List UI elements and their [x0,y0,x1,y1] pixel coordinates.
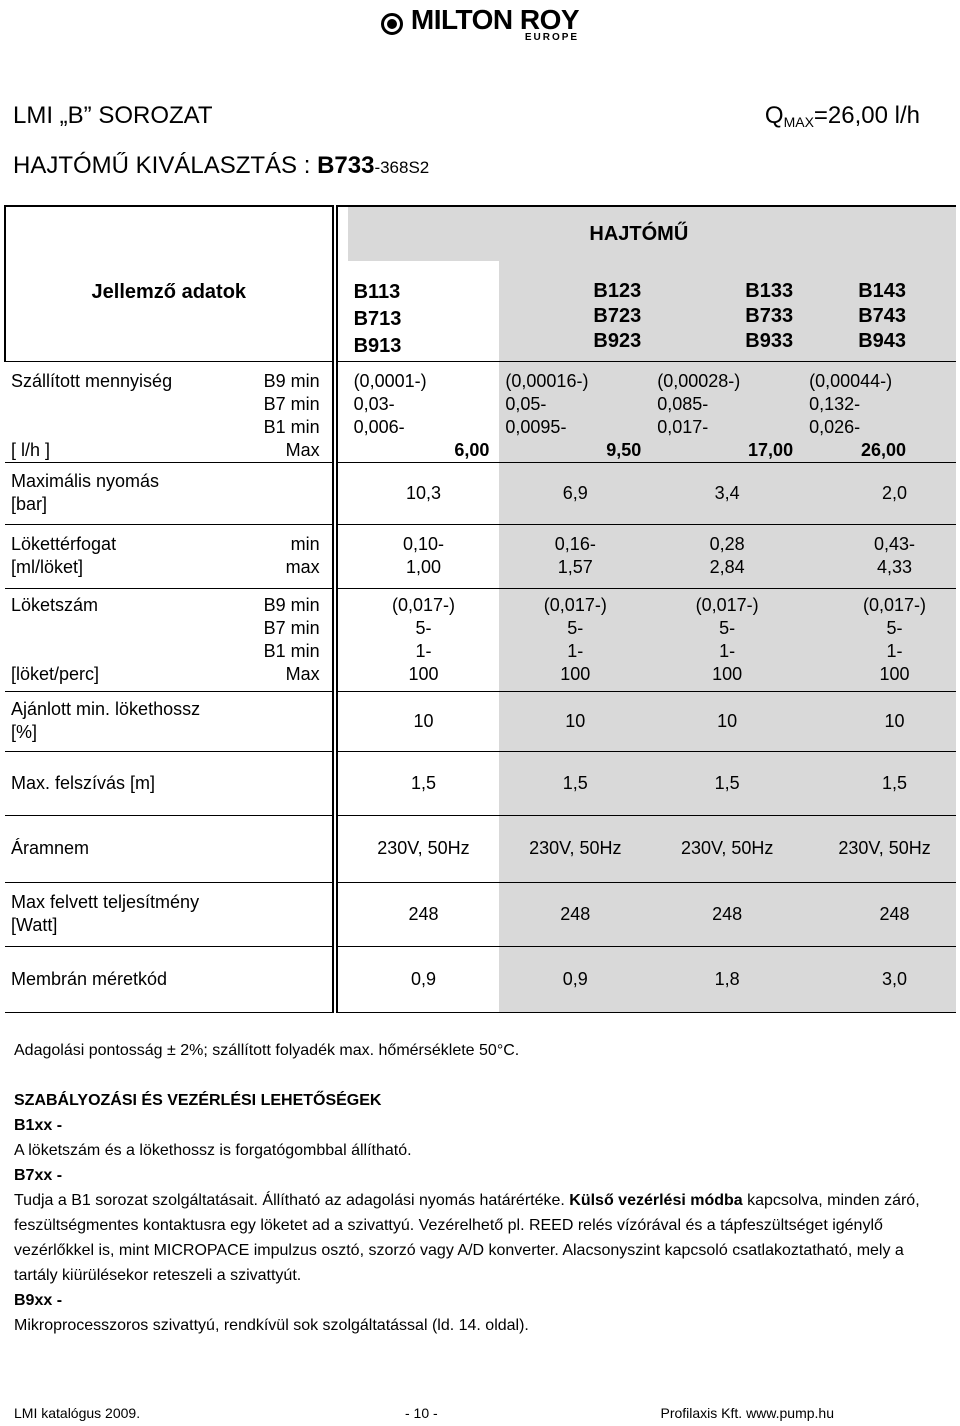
membrane-row: Membrán méretkód 0,9 0,9 1,8 3,0 [5,946,956,1012]
col-header: Jellemző adatok [5,261,335,361]
drive-spec-table [4,205,956,1013]
controls-heading: SZABÁLYOZÁSI ÉS VEZÉRLÉSI LEHETŐSÉGEK [14,1092,382,1109]
brand-name: MILTON ROY [410,4,580,35]
pressure-row: Maximális nyomás [bar] 10,3 6,9 3,4 2,0 [5,462,956,524]
footer-right: Profilaxis Kft. www.pump.hu [660,1405,834,1421]
stroke-volume-row: Lökettérfogat [ml/löket] min max 0,10- 1,00 0,16- 1,57 0,28 2,84 0,43- 4,33 [5,524,956,588]
b7-title: B7xx - [14,1167,63,1184]
power-row: Max felvett teljesítmény [Watt] 248 248 248 248 [5,882,956,946]
b1-text: A löketszám és a lökethossz is forgatógombbal állítható. [14,1142,412,1159]
accuracy-note: Adagolási pontosság ± 2%; szállított folyadék max. hőmérséklete 50°C. [14,1042,520,1059]
drive-col-4: B143 B743 B943 [803,261,956,361]
controls-section [14,1088,944,1338]
flow-row: Szállított mennyiség [ l/h ] B9 min B7 min B1 min Max (0,0001-) 0,03- 0,006- 6,00 (0,00016-) 0,05- 0,0095- 9,50 (0,00028-) 0,085- 0,017- 17,00 (0,00044-) 0,132- 0,026- 26,00 [5,361,956,462]
brand-logo [0,4,960,43]
footer-page-number: - 10 - [405,1405,438,1421]
qmax-title: $Q_{MAX}=26,00$ l/h [764,102,920,130]
series-title: LMI „B” SOROZAT [13,102,213,129]
b9-title: B9xx - [14,1292,63,1309]
drive-col-1: B113 B713 B913 [348,261,500,361]
b9-text: Mikroprocesszoros szivattyú, rendkívül sok szolgáltatással (ld. 14. oldal). [14,1317,529,1334]
b7-text: Tudja a B1 sorozat szolgáltatásait. Állítható az adagolási nyomás határértéke. Külső vezérlési módba kapcsolva, minden záró, feszültségmentes kontaktusra egy löketet ad a szivattyú. Vezérelhető pl. REED relés vízórával és a tápfeszültséget igénylő vezérlőkkel is, mint MICROPACE impulzus osztó, szorzó vagy A/D konverter. Alacsonyszint kapcsoló csatlakoztatható, mely a tartály kiürülésekor reteszeli a szivattyút. [14,1192,920,1284]
milton-roy-logo-icon [381,13,403,35]
footer-left: LMI katalógus 2009. [14,1405,141,1421]
drive-selection-title: HAJTÓMŰ KIVÁLASZTÁS : B733-368S2 [13,152,430,179]
stroke-length-row: Ajánlott min. lökethossz [%] 10 10 10 10 [5,691,956,751]
current-row: Áramnem 230V, 50Hz 230V, 50Hz 230V, 50Hz 230V, 50Hz [5,815,956,882]
b1-title: B1xx - [14,1117,63,1134]
brand-sub: EUROPE [524,32,580,43]
drive-col-2: B123 B723 B923 [499,261,651,361]
group-header: HAJTÓMŰ [499,206,956,261]
suction-row: Max. felszívás [m] 1,5 1,5 1,5 1,5 [5,751,956,815]
stroke-rate-row: Löketszám [löket/perc] B9 min B7 min B1 min Max (0,017-) 5- 1- 100 (0,017-) 5- 1- 100 (0,017-) 5- 1- 100 (0,017-) 5- 1- 100 [5,588,956,691]
drive-col-3: B133 B733 B933 [651,261,803,361]
